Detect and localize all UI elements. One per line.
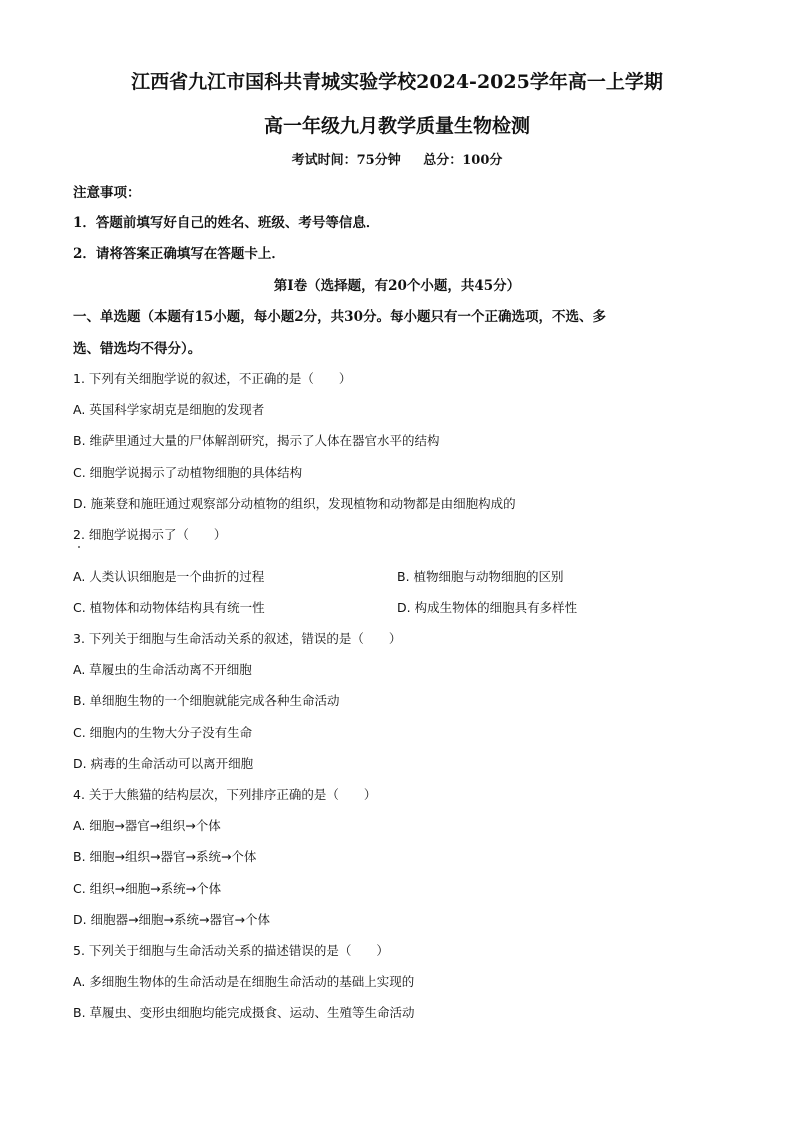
question-option: C. 细胞内的生物大分子没有生命: [73, 725, 253, 740]
question-option: D. 施莱登和施旺通过观察部分动植物的组织，发现植物和动物都是由细胞构成的: [73, 496, 516, 511]
question-stem: 5. 下列关于细胞与生命活动关系的描述错误的是（ ）: [73, 943, 389, 958]
exam-title-line1: 江西省九江市国科共青城实验学校2024-2025学年高一上学期: [131, 71, 663, 93]
stray-dot: [78, 546, 80, 548]
total-score: 总分：100分: [423, 153, 503, 168]
section1-heading-line1: 一、单选题（本题有15小题，每小题2分，共30分。每小题只有一个正确选项，不选、多: [73, 309, 606, 325]
question-stem: 3. 下列关于细胞与生命活动关系的叙述，错误的是（ ）: [73, 631, 402, 646]
note-item: 2．请将答案正确填写在答题卡上．: [73, 246, 285, 262]
exam-time: 考试时间：75分钟: [291, 153, 401, 168]
question-stem: 4. 关于大熊猫的结构层次，下列排序正确的是（ ）: [73, 787, 377, 802]
note-item: 1．答题前填写好自己的姓名、班级、考号等信息．: [73, 215, 380, 231]
exam-title-line2: 高一年级九月教学质量生物检测: [263, 115, 530, 137]
question-option: A. 英国科学家胡克是细胞的发现者: [73, 402, 265, 417]
question-option: B. 细胞→组织→器官→系统→个体: [73, 849, 257, 864]
question-option: D. 病毒的生命活动可以离开细胞: [73, 756, 254, 771]
question-stem: 2. 细胞学说揭示了（ ）: [73, 527, 227, 542]
question-option: C. 组织→细胞→系统→个体: [73, 881, 222, 896]
section1-heading-line2: 选、错选均不得分）。: [73, 341, 202, 357]
question-stem: 1. 下列有关细胞学说的叙述，不正确的是（ ）: [73, 371, 352, 386]
question-option: A. 细胞→器官→组织→个体: [73, 818, 221, 833]
question-option: A. 多细胞生物体的生命活动是在细胞生命活动的基础上实现的: [73, 974, 415, 989]
notes-heading: 注意事项：: [73, 185, 141, 201]
question-option: B. 单细胞生物的一个细胞就能完成各种生命活动: [73, 693, 340, 708]
question-option: B. 维萨里通过大量的尸体解剖研究，揭示了人体在器官水平的结构: [73, 433, 440, 448]
question-option: A. 人类认识细胞是一个曲折的过程: [73, 569, 265, 584]
question-option: C. 植物体和动物体结构具有统一性: [73, 600, 265, 615]
question-option: B. 草履虫、变形虫细胞均能完成摄食、运动、生殖等生命活动: [73, 1005, 415, 1020]
question-option: A. 草履虫的生命活动离不开细胞: [73, 662, 252, 677]
question-option: C. 细胞学说揭示了动植物细胞的具体结构: [73, 465, 303, 480]
question-option: D. 细胞器→细胞→系统→器官→个体: [73, 912, 270, 927]
exam-meta: [0, 152, 794, 170]
part1-title: 第I卷（选择题，有20个小题，共45分）: [273, 278, 521, 294]
question-option: D. 构成生物体的细胞具有多样性: [397, 600, 578, 615]
question-option: B. 植物细胞与动物细胞的区别: [397, 569, 564, 584]
